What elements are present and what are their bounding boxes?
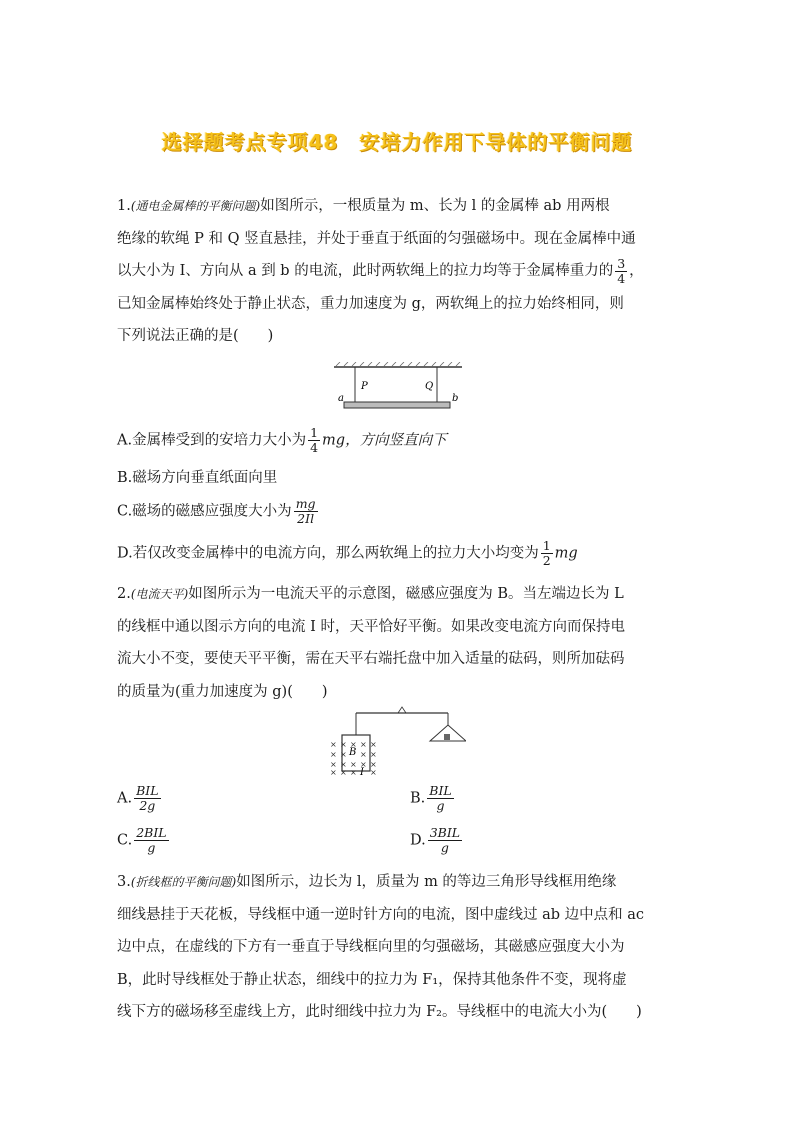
label-current: I [360,767,364,777]
q1-option-b[interactable]: B.磁场方向垂直纸面向里 [117,470,278,486]
question-3-text [117,866,682,1029]
q3-line-4: B，此时导线框处于静止状态，细线中的拉力为 F₁，保持其他条件不变，现将虚 [117,971,627,988]
q3-line-2: 细线悬挂于天花板，导线框中通一逆时针方向的电流，图中虚线过 ab 边中点和 ac [117,906,645,923]
q3-line-5: 线下方的磁场移至虚线上方，此时细线中拉力为 F₂。导线框中的电流大小为( ) [117,1004,642,1021]
q2-option-d[interactable]: D. $\frac{\text{3BIL}}{g}$ [410,825,461,855]
svg-text:×: × [330,760,337,769]
pivot-icon [398,707,406,713]
svg-text:×: × [340,740,347,749]
label-a: a [338,393,344,404]
q1-line-4: 已知金属棒始终处于静止状态，重力加速度为 g，两软绳上的拉力始终相同，则 [117,295,624,312]
svg-text:×: × [370,750,377,759]
q2-option-b[interactable]: B. $\frac{\text{BIL}}{g}$ [410,783,452,813]
weight-block [444,734,450,740]
svg-text:×: × [330,740,337,749]
label-q: Q [425,381,434,392]
svg-text:×: × [370,760,377,769]
svg-text:×: × [350,760,357,769]
q2-option-c[interactable]: C. $\frac{\text{2BIL}}{g}$ [117,825,167,855]
q1-line-3: 以大小为 I、方向从 a 到 b 的电流，此时两软绳上的拉力均等于金属棒重力的 $\frac{3}{4}$ ， [117,255,644,286]
fraction-three-quarters: $\frac{3}{4}$ [617,255,626,286]
svg-text:×: × [340,760,347,769]
q2-line-1: 2.(电流天平)如图所示为一电流天平的示意图，磁感应强度为 B。当左端边长为 L [117,586,624,602]
q3-line-3: 边中点，在虚线的下方有一垂直于导线框向里的匀强磁场，其磁感应强度大小为 [117,939,625,956]
svg-text:×: × [370,740,377,749]
svg-text:×: × [340,750,347,759]
svg-text:×: × [350,768,357,777]
q1-figure-hanging-rod [330,362,466,412]
svg-text:×: × [340,768,347,777]
svg-text:×: × [370,768,377,777]
question-1-text [117,190,682,353]
q3-line-1: 3.(折线框的平衡问题)如图所示，边长为 l，质量为 m 的等边三角形导线框用绝缘 [117,874,617,890]
q1-option-d[interactable]: D.若仅改变金属棒中的电流方向，那么两软绳上的拉力大小均变为 $\frac{1}{2}$ mg [117,538,578,568]
label-b-field: B [349,747,357,758]
label-b: b [452,393,459,404]
ceiling-hatch [336,362,460,366]
svg-text:×: × [360,740,367,749]
svg-text:×: × [350,740,357,749]
metal-rod [344,402,450,408]
svg-text:×: × [360,750,367,759]
svg-text:×: × [330,750,337,759]
svg-text:×: × [360,760,367,769]
q1-line-2: 绝缘的软绳 P 和 Q 竖直悬挂，并处于垂直于纸面的匀强磁场中。现在金属棒中通 [117,230,636,247]
page-title: 选择题考点专项48 安培力作用下导体的平衡问题 [161,130,633,154]
label-p: P [361,381,368,392]
q2-line-3: 流大小不变，要使天平平衡，需在天平右端托盘中加入适量的砝码，则所加砝码 [117,651,625,668]
magnetic-field-crosses [330,740,377,777]
q2-line-4: 的质量为(重力加速度为 g)( ) [117,683,328,700]
question-2-text [117,578,682,708]
q1-line-5: 下列说法正确的是( ) [117,328,274,345]
svg-text:×: × [330,768,337,777]
q1-line-1: 1.(通电金属棒的平衡问题)如图所示，一根质量为 m、长为 l 的金属棒 ab 用两根 [117,198,610,214]
q2-line-2: 的线框中通以图示方向的电流 I 时，天平恰好平衡。如果改变电流方向而保持电 [117,618,625,635]
q2-option-a[interactable]: A. $\frac{\text{BIL}}{2g}$ [117,783,159,813]
q2-figure-current-balance [326,705,466,777]
q1-option-a[interactable]: A.金属棒受到的安培力大小为 $\frac{1}{4}$ mg，方向竖直向下 [117,425,447,455]
q1-option-c[interactable]: C.磁场的磁感应强度大小为 $\frac{mg}{2Il}$ [117,496,316,526]
